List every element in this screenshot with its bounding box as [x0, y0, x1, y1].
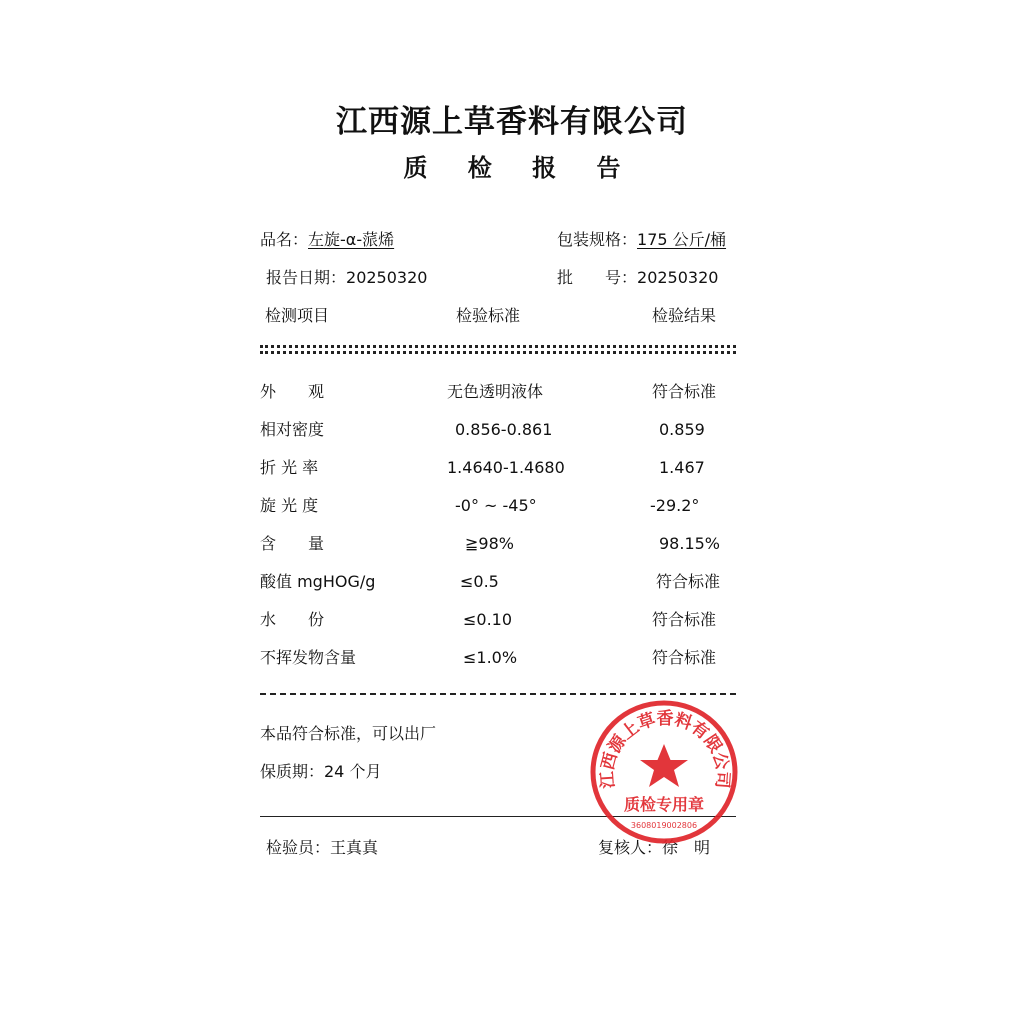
company-seal-stamp	[588, 698, 740, 846]
table-row-item: 水 份	[260, 610, 325, 629]
table-row-item: 外 观	[260, 382, 325, 401]
table-row-result: -29.2°	[650, 496, 700, 515]
table-row-result: 98.15%	[659, 534, 721, 553]
date-line	[266, 268, 427, 288]
table-row-item: 旋 光 度	[260, 496, 319, 515]
column-header-standard: 检验标准	[456, 306, 521, 325]
reviewer-signature: 复核人：徐 明	[598, 838, 711, 857]
batch-label: 批 号：	[557, 268, 638, 287]
table-row-result: 符合标准	[656, 572, 721, 591]
table-row-standard: -0° ~ -45°	[455, 496, 537, 515]
table-bottom-divider	[260, 693, 736, 695]
table-row-result: 符合标准	[652, 610, 717, 629]
column-header-item: 检测项目	[265, 306, 330, 325]
table-row-item: 酸值 mgHOG/g	[260, 572, 376, 591]
report-title: 质 检 报 告	[403, 154, 637, 182]
batch-line	[557, 268, 718, 288]
table-row-standard: ≧98%	[465, 534, 514, 553]
table-row-standard: 无色透明液体	[447, 382, 544, 401]
product-line	[260, 230, 394, 250]
table-row-standard: ≤0.5	[460, 572, 499, 591]
header-divider	[260, 345, 736, 348]
table-row-item: 相对密度	[260, 420, 325, 439]
table-row-item: 不挥发物含量	[260, 648, 357, 667]
product-label: 品名：	[260, 230, 309, 249]
seal-ring-text: 江西源上草香料有限公司	[597, 708, 733, 789]
package-value: 175 公斤/桶	[637, 230, 727, 249]
table-row-standard: 0.856-0.861	[455, 420, 553, 439]
batch-value: 20250320	[637, 268, 719, 287]
product-value: 左旋-α-蒎烯	[308, 230, 395, 249]
table-row-result: 1.467	[659, 458, 705, 477]
inspector-signature: 检验员：王真真	[266, 838, 379, 857]
package-line	[557, 230, 726, 250]
seal-center-text: 质检专用章	[623, 795, 705, 814]
table-row-item: 含 量	[260, 534, 325, 553]
table-row-standard: ≤1.0%	[463, 648, 518, 667]
table-row-standard: ≤0.10	[463, 610, 513, 629]
shelf-life-text: 保质期：24 个月	[260, 762, 382, 781]
table-row-result: 符合标准	[652, 382, 717, 401]
seal-star-icon	[640, 744, 688, 787]
package-label: 包装规格：	[557, 230, 638, 249]
conclusion-text: 本品符合标准，可以出厂	[260, 724, 437, 743]
seal-code: 3608019002806	[630, 821, 698, 830]
date-value: 20250320	[346, 268, 428, 287]
table-row-standard: 1.4640-1.4680	[447, 458, 565, 477]
table-row-item: 折 光 率	[260, 458, 319, 477]
company-name: 江西源上草香料有限公司	[336, 104, 688, 140]
column-header-result: 检验结果	[652, 306, 717, 325]
date-label: 报告日期：	[266, 268, 347, 287]
table-row-result: 符合标准	[652, 648, 717, 667]
header-divider-second	[260, 351, 736, 354]
table-row-result: 0.859	[659, 420, 705, 439]
